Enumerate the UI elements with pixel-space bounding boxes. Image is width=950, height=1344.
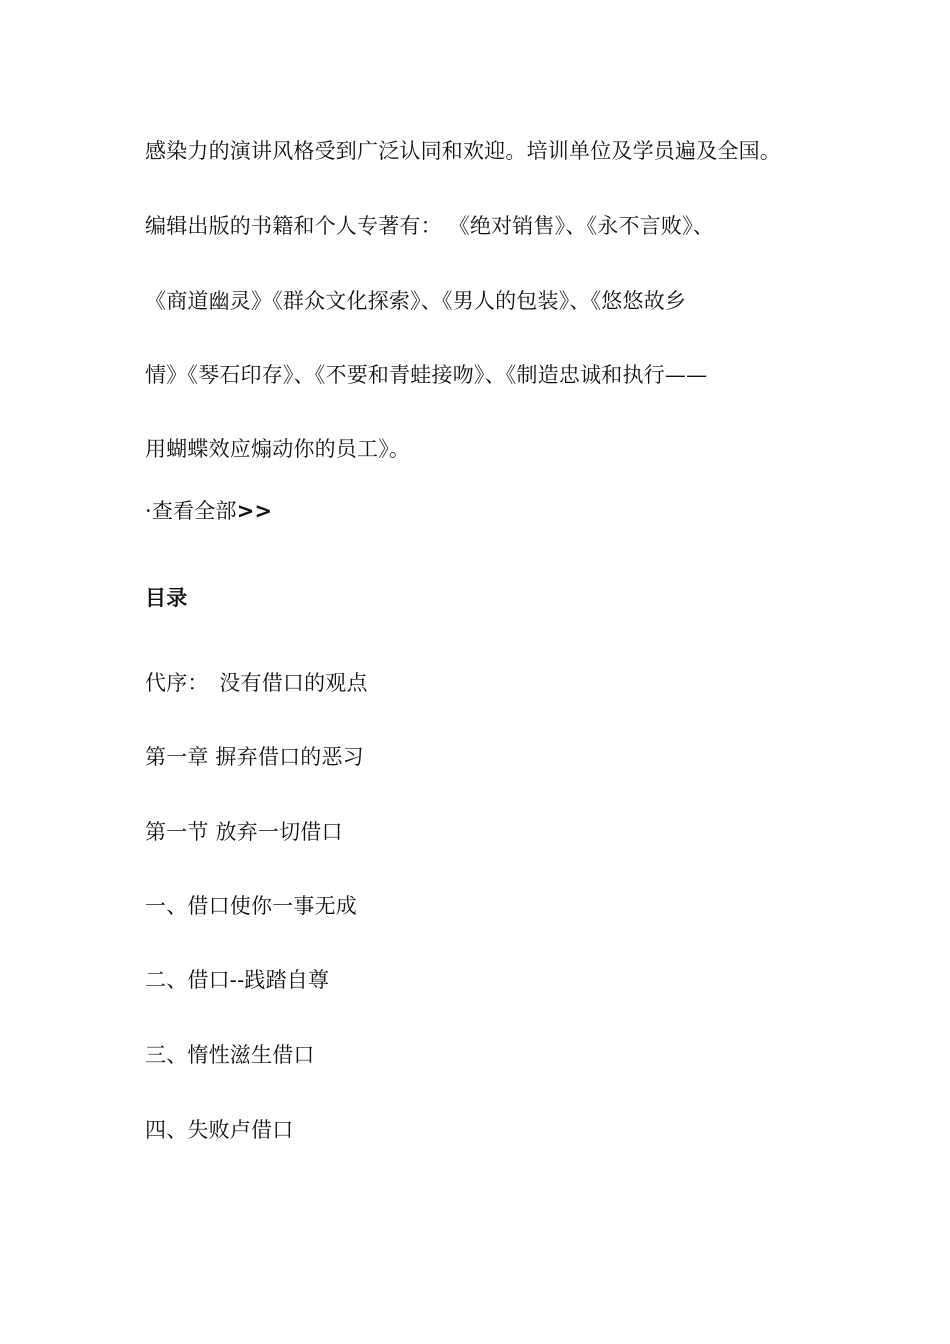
double-arrow-icon: >> [236, 499, 273, 523]
toc-item: 第一章 摒弃借口的恶习 [145, 745, 364, 769]
intro-line: 《商道幽灵》《群众文化探索》、《男人的包装》、《悠悠故乡 [145, 289, 687, 313]
toc-item: 二、借口--践踏自尊 [145, 968, 330, 992]
intro-line: 感染力的演讲风格受到广泛认同和欢迎。培训单位及学员遍及全国。 [145, 139, 781, 163]
toc-item: 四、失败卢借口 [145, 1118, 294, 1142]
view-all-label: ·查看全部 [145, 499, 237, 523]
toc-item: 三、惰性滋生借口 [145, 1043, 315, 1067]
intro-line: 情》《琴石印存》、《不要和青蛙接吻》、《制造忠诚和执行—— [145, 363, 708, 387]
intro-line: 用蝴蝶效应煽动你的员工》。 [145, 437, 411, 461]
toc-item: 第一节 放弃一切借口 [145, 820, 343, 844]
toc-heading: 目录 [145, 585, 188, 610]
view-all-link[interactable] [145, 497, 272, 525]
intro-line: 编辑出版的书籍和个人专著有： 《绝对销售》、《永不言败》、 [145, 214, 714, 238]
toc-item: 一、借口使你一事无成 [145, 894, 357, 918]
toc-item: 代序： 没有借口的观点 [145, 671, 368, 695]
